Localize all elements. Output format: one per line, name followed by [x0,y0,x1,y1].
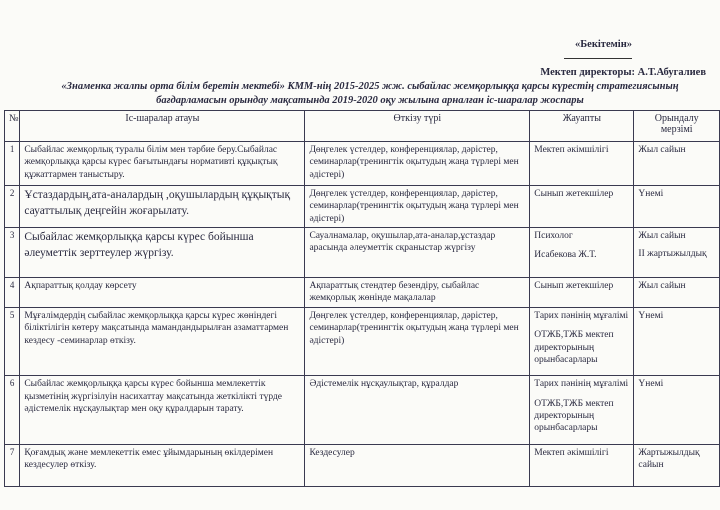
table-row [5,142,720,186]
row-term [634,228,720,278]
title-line1: «Знаменка жалпы орта білім беретін мектебі» КММ-нің 2015-2025 жж. сыбайлас жемқорлыққа қарсы күрестің стратегиясының [61,81,679,92]
approval-line1: «Бекітемін» [506,38,706,66]
row-term [634,444,720,486]
term-item: Үнемі [638,189,664,199]
table-row [5,278,720,308]
responsible-item: Сынып жетекшілер [534,281,614,292]
row-type: Дөңгелек үстелдер, конференциялар, дәрістер, семинарлар(тренингтік оқытудың жаңа түрлері мен әдістері) [305,142,530,186]
table-row [5,376,720,444]
row-number: 1 [5,142,20,186]
responsible-item: Мектеп әкімшілігі [534,447,609,458]
row-responsible [530,376,634,444]
row-type: Әдістемелік нұсқаулықтар, құралдар [305,376,530,444]
row-type: Ақпараттық стендтер безендіру, сыбайлас жемқорлық жөнінде мақалалар [305,278,530,308]
responsible-item: Тарих пәнінің мұғалімі [534,379,629,390]
table-row [5,186,720,228]
row-name: Сыбайлас жемқорлық туралы білім мен тәрбие беру.Сыбайлас жемқорлыққа қарсы күрес бағытындағы нормативті құқықтық құжаттармен таныстыру. [20,142,305,186]
row-number: 7 [5,444,20,486]
header-name: Іс-шаралар атауы [20,111,305,142]
approval-line2: Мектеп директоры: А.Т.Абугалиев [540,67,706,79]
signature-line [564,58,632,59]
row-type: Дөңгелек үстелдер, конференциялар, дәрістер, семинарлар(тренингтік оқытудың жаңа түрлері мен әдістері) [305,308,530,376]
table-row [5,228,720,278]
header-number: № [5,111,20,142]
row-responsible [530,228,634,278]
row-responsible [530,278,634,308]
row-type: Сауалнамалар, оқушылар,ата-аналар,ұстаздар арасында әлеуметтік сқраныстар жүргізу [305,228,530,278]
row-term [634,142,720,186]
header-term: Орындалу мерзімі [634,111,720,142]
responsible-item: Сынып жетекшілер [534,189,614,199]
row-term [634,186,720,228]
term-item: Үнемі [638,379,664,390]
row-term [634,278,720,308]
row-responsible [530,186,634,228]
term-item: Жыл сайын [638,231,686,242]
row-responsible [530,444,634,486]
term-item: Жыл сайын [638,145,686,155]
row-name: Сыбайлас жемқорлыққа қарсы күрес бойынша әлеуметтік зерттеулер жүргізу. [20,228,305,278]
row-number: 6 [5,376,20,444]
row-type: Кездесулер [305,444,530,486]
document-title [40,80,700,107]
responsible-item: Психолог [534,231,573,242]
header-type: Өткізу түрі [305,111,530,142]
row-number: 3 [5,228,20,278]
row-name: Қоғамдық және мемлекеттік емес ұйымдарының өкілдерімен кездесулер өткізу. [20,444,305,486]
row-number: 2 [5,186,20,228]
approval-block [506,38,706,81]
row-responsible [530,308,634,376]
term-item: Үнемі [638,311,664,322]
row-responsible [530,142,634,186]
responsible-item: ОТЖБ,ТЖБ мектеп директорының орынбасарлары [534,330,614,366]
table-row [5,444,720,486]
plan-table [4,110,720,487]
responsible-item: Тарих пәнінің мұғалімі [534,311,629,322]
row-name: Ұстаздардың,ата-аналардың ,оқушылардың құқықтық сауаттылық деңгейін жоғарылату. [20,186,305,228]
row-name: Мұғалімдердің сыбайлас жемқорлыққа қарсы күрес жөніндегі біліктілігін көтеру мақсатында мамандандырылған азаматтармен кездесу -семинарлар өткізу. [20,308,305,376]
row-type: Дөңгелек үстелдер, конференциялар, дәрістер, семинарлар(тренингтік оқытудың жаңа түрлері мен әдістері) [305,186,530,228]
term-item: Жартыжылдық сайын [638,447,700,471]
row-term [634,376,720,444]
table-header-row [5,111,720,142]
header-responsible: Жауапты [530,111,634,142]
responsible-item: ОТЖБ,ТЖБ мектеп директорының орынбасарлары [534,398,614,434]
row-term [634,308,720,376]
row-number: 5 [5,308,20,376]
term-item: Жыл сайын [638,281,686,292]
row-name: Ақпараттық қолдау көрсету [20,278,305,308]
responsible-item: Исабекова Ж.Т. [534,250,597,261]
row-name: Сыбайлас жемқорлыққа қарсы күрес бойынша мемлекеттік қызметінің жүргізілуін насихаттау мақсатында жеткілікті түрде әдістемелік нұсқаулықтар мен оқу құралдарын тарату. [20,376,305,444]
term-item: ІІ жартыжылдық [638,249,707,260]
responsible-item: Мектеп әкімшілігі [534,145,609,155]
table-row [5,308,720,376]
row-number: 4 [5,278,20,308]
title-line2: бағдарламасын орындау мақсатында 2019-2020 оқу жылына арналған іс-шаралар жоспары [156,94,584,106]
